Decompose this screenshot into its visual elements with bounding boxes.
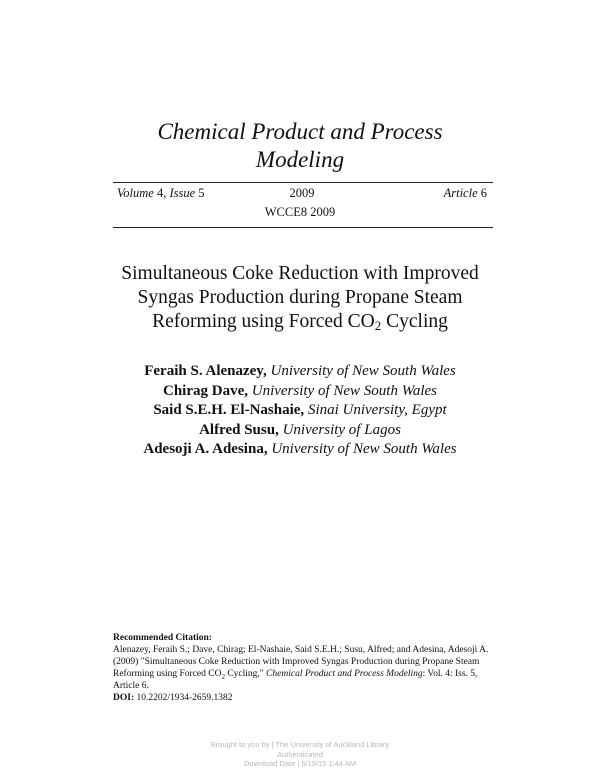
author-affiliation: University of New South Wales [271,441,457,457]
header-rule-bottom [113,227,493,228]
journal-title [0,118,600,174]
watermark-line2: Authenticated [277,749,323,759]
article-title-line2: Syngas Production during Propane Steam [137,287,463,308]
article-title [0,262,600,334]
author-line [0,401,600,421]
author-list [0,362,600,460]
citation-text: Alenazey, Feraih S.; Dave, Chirag; El-Nashaie, Said S.E.H.; Susu, Alfred; and Adesina, Adesoji A. (2009) "Simultaneous Coke Reduction with Improved Syngas Production during Propane Steam Reforming using Forced $CO_2$ Cycling," Chemical Product and Process Modeling: Vol. 4: Iss. 5, Article 6. [113,645,489,691]
citation-doi: DOI: 10.2202/1934-2659.1382 [113,693,233,703]
conference-name: WCCE8 2009 [264,205,336,219]
author-name: Alfred Susu, [199,421,279,438]
author-line [0,421,600,441]
issue-year: 2009 [289,186,315,200]
journal-title-line1: Chemical Product and Process [157,119,443,144]
author-affiliation: Sinai University, Egypt [307,402,447,418]
citation-journal: Chemical Product and Process Modeling [266,669,423,679]
author-line [0,362,600,382]
doi-value[interactable]: 10.2202/1934-2659.1382 [136,693,233,703]
journal-title-line2: Modeling [255,147,345,172]
recommended-citation [113,632,498,704]
author-name: Feraih S. Alenazey, [144,363,267,379]
author-name: Chirag Dave, [162,382,248,399]
author-name: Said S.E.H. El-Nashaie, [153,402,305,418]
header-rule-top [113,182,493,183]
author-line [0,382,600,402]
issue-info-row [117,186,487,204]
author-line [0,440,600,460]
author-affiliation: University of Lagos [282,421,401,438]
volume-issue: Volume 4, Issue 5 [117,186,205,200]
download-watermark [0,740,600,769]
article-number: Article 6 [443,186,487,200]
author-affiliation: University of New South Wales [251,382,438,399]
article-title-line1: Simultaneous Coke Reduction with Improved [121,263,479,284]
watermark-line1: Brought to you by | The University of Auckland Library [210,740,390,749]
watermark-line3: Download Date | 6/19/15 1:44 AM [243,759,357,768]
article-title-line3: Reforming using Forced $CO_2$ Cycling [152,311,448,333]
author-affiliation: University of New South Wales [270,363,456,379]
author-name: Adesoji A. Adesina, [143,441,268,457]
citation-heading: Recommended Citation: [113,633,212,643]
